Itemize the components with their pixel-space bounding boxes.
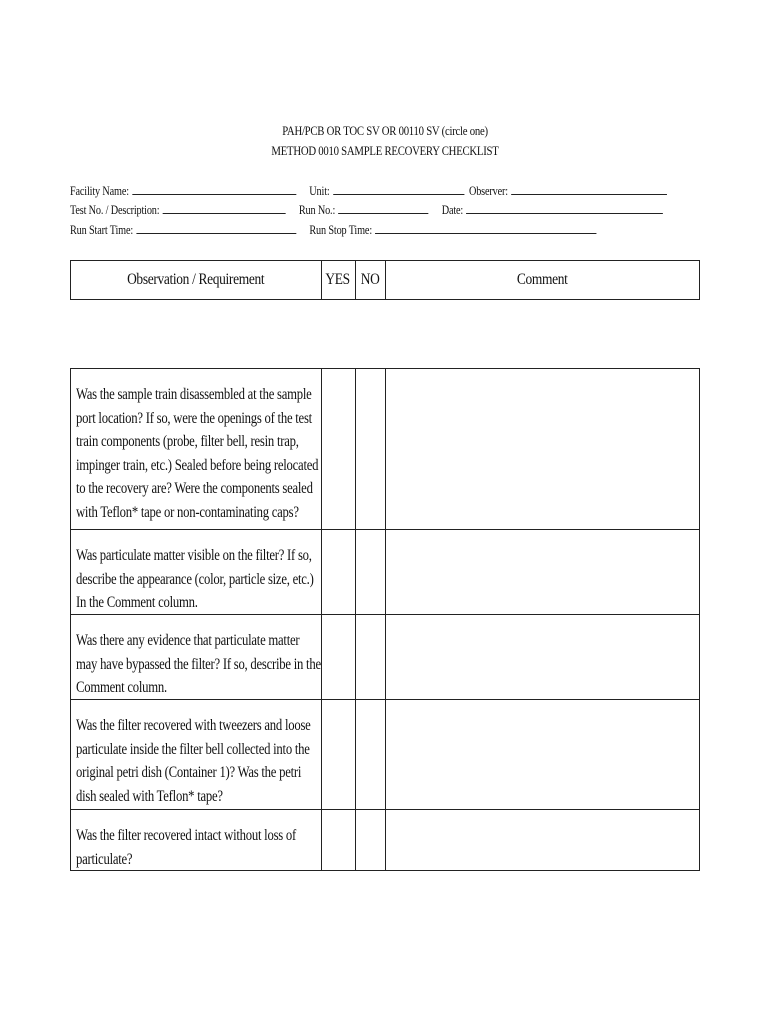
requirement-text: Was the sample train disassembled at the sample port location? If so, were the openings of the test train components (probe, filter bell, resin trap, impinger train, etc.) Sealed before being relocated to the recovery are? Were the components sealed with Teflon* tape or non-contaminating caps? xyxy=(76,386,319,521)
column-header-no: NO xyxy=(360,271,380,288)
unit-label: Unit: xyxy=(309,184,330,198)
table-row xyxy=(71,614,699,699)
form-subtitle: METHOD 0010 SAMPLE RECOVERY CHECKLIST xyxy=(271,144,499,158)
facility-name-field[interactable] xyxy=(132,183,296,195)
column-header-observation: Observation / Requirement xyxy=(127,271,265,288)
run-stop-label: Run Stop Time: xyxy=(309,223,373,237)
run-start-field[interactable] xyxy=(136,222,296,234)
form-title: PAH/PCB OR TOC SV OR 00110 SV (circle one) xyxy=(282,124,488,138)
observer-field[interactable] xyxy=(511,183,667,195)
requirement-text: Was there any evidence that particulate matter may have bypassed the filter? If so, describe in the Comment column. xyxy=(76,632,321,696)
field-row-1 xyxy=(70,183,672,199)
checklist-header-table xyxy=(70,260,700,300)
checklist-table xyxy=(70,368,700,871)
facility-name-label: Facility Name: xyxy=(70,184,129,198)
requirement-text: Was the filter recovered intact without loss of particulate? xyxy=(76,827,297,868)
run-stop-field[interactable] xyxy=(375,222,596,234)
table-row xyxy=(71,809,699,870)
run-no-label: Run No.: xyxy=(298,203,336,217)
run-no-field[interactable] xyxy=(338,202,428,214)
requirement-text: Was the filter recovered with tweezers and loose particulate inside the filter bell collected into the original petri dish (Container 1)? Was the petri dish sealed with Teflon* tape? xyxy=(76,717,311,805)
field-row-3 xyxy=(70,222,602,238)
test-no-label: Test No. / Description: xyxy=(70,203,160,217)
table-row xyxy=(71,369,699,529)
unit-field[interactable] xyxy=(333,183,464,195)
table-row xyxy=(71,699,699,809)
column-header-yes: YES xyxy=(325,271,351,288)
table-row xyxy=(71,529,699,614)
run-start-label: Run Start Time: xyxy=(70,223,134,237)
column-header-comment: Comment xyxy=(516,271,568,288)
observer-label: Observer: xyxy=(468,184,508,198)
date-label: Date: xyxy=(441,203,464,217)
test-no-field[interactable] xyxy=(163,202,286,214)
date-field[interactable] xyxy=(466,202,663,214)
requirement-text: Was particulate matter visible on the filter? If so, describe the appearance (color, particle size, etc.) In the Comment column. xyxy=(76,547,314,611)
field-row-2 xyxy=(70,202,668,218)
